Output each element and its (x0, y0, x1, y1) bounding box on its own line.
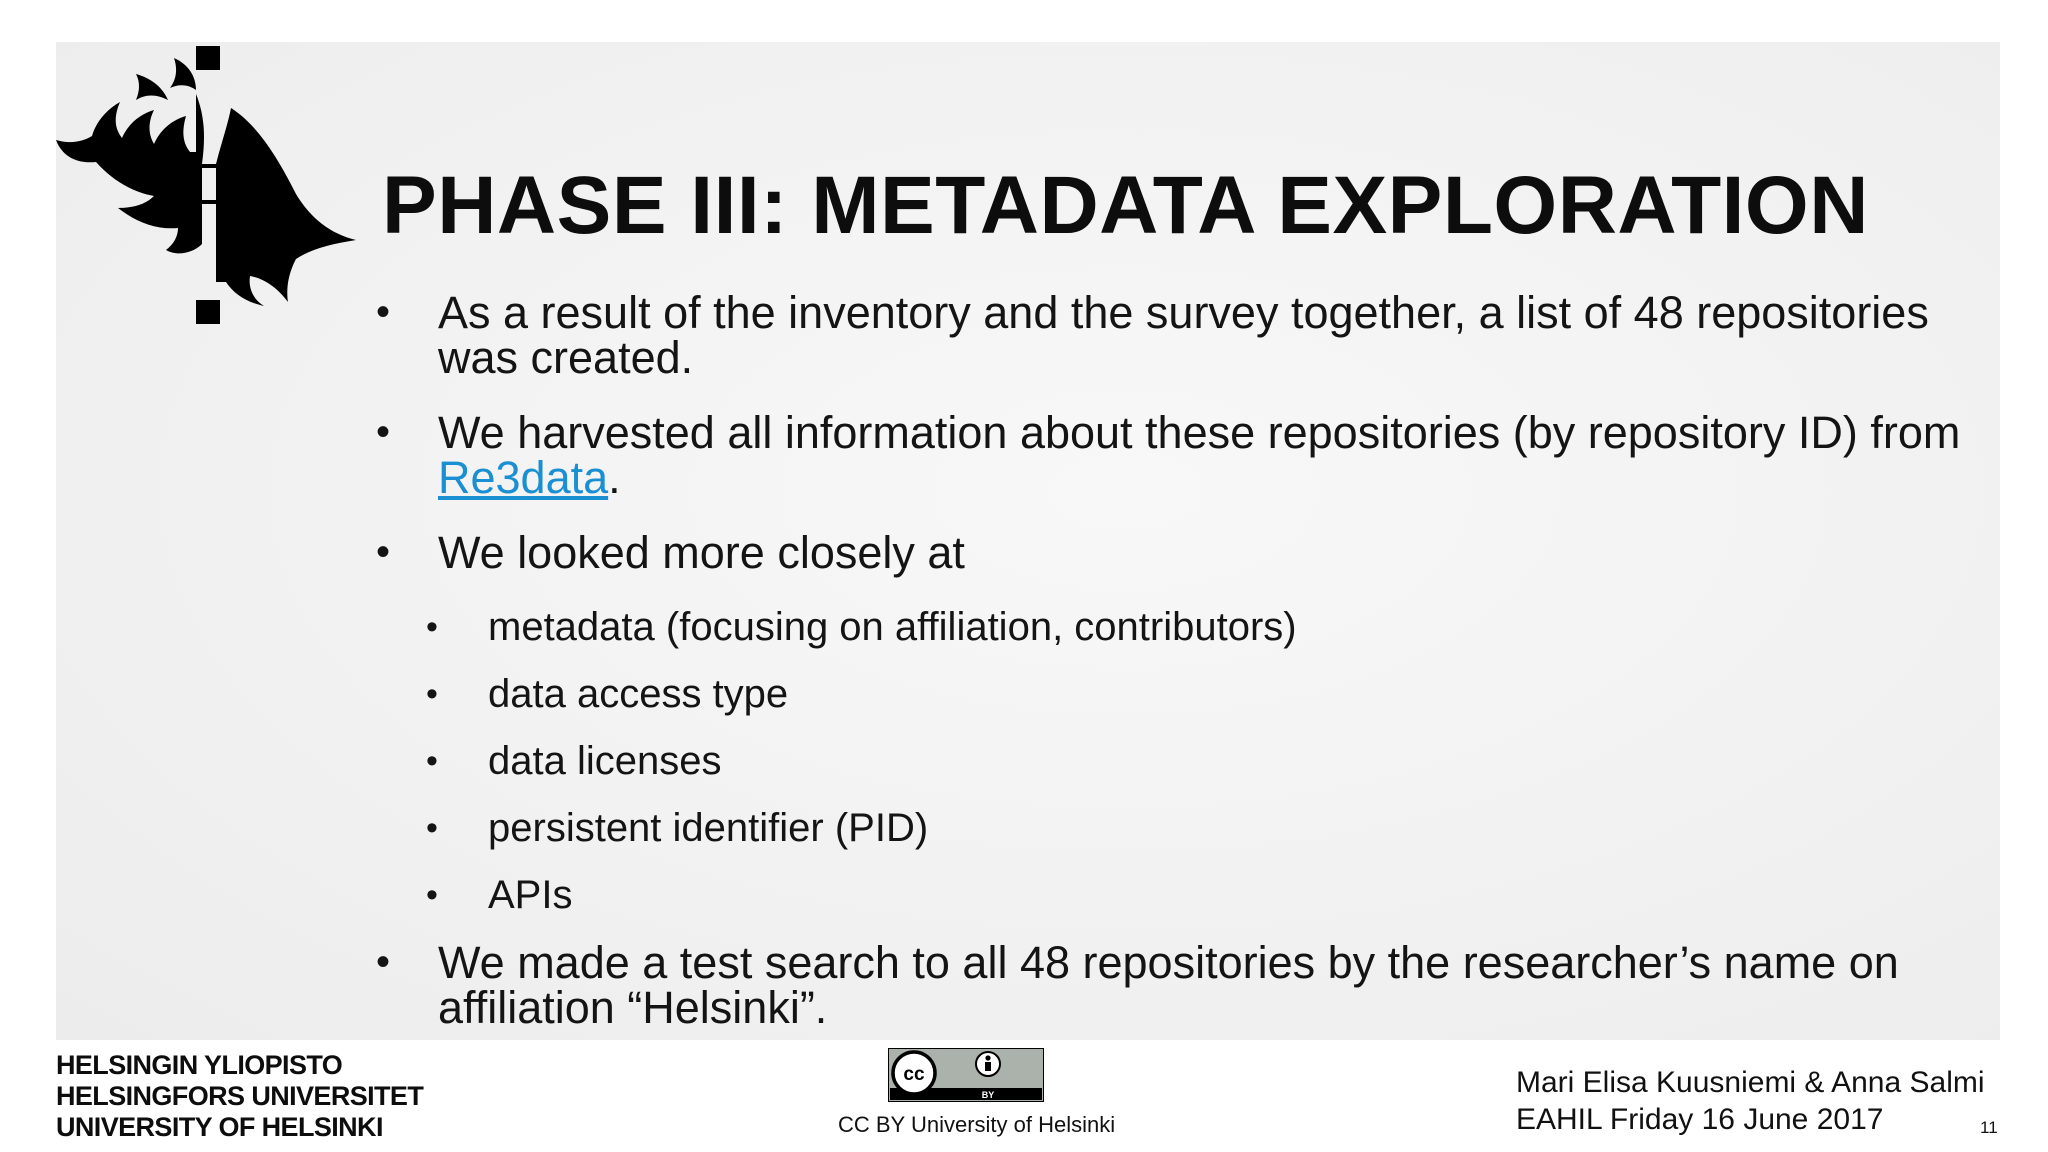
re3data-link[interactable]: Re3data (438, 452, 609, 503)
bullet-harvest-end: . (608, 452, 621, 503)
university-name-fi: HELSINGIN YLIOPISTO (56, 1050, 343, 1080)
page-number: 11 (1980, 1118, 1998, 1137)
bullet-inventory: • As a result of the inventory and the survey together, a list of 48 repositories was created. (376, 290, 1996, 380)
sub-bullet-pid: • persistent identifier (PID) (376, 806, 1996, 851)
bullet-list (376, 287, 1996, 1060)
university-name (56, 1050, 423, 1143)
helsinki-flame-logo-icon (56, 44, 366, 326)
cc-by-label: BY (981, 1090, 995, 1100)
license-caption: CC BY University of Helsinki (838, 1112, 1116, 1137)
sub-bullet-metadata: • metadata (focusing on affiliation, contributors) (376, 605, 1996, 650)
authors-block (1516, 1064, 1985, 1138)
bullet-test-search: • We made a test search to all 48 repositories by the researcher’s name on affiliation “Helsinki”. (376, 940, 1996, 1030)
sub-bullet-licenses: • data licenses (376, 739, 1996, 784)
slide-title: PHASE III: METADATA EXPLORATION (382, 160, 1869, 251)
university-name-en: UNIVERSITY OF HELSINKI (56, 1112, 383, 1142)
authors-names: Mari Elisa Kuusniemi & Anna Salmi (1516, 1066, 1985, 1099)
bullet-harvest (376, 407, 1996, 503)
sub-bullet-apis: • APIs (376, 873, 1996, 918)
event-date: EAHIL Friday 16 June 2017 (1516, 1103, 1884, 1136)
bullet-harvest-text: We harvested all information about these repositories (by repository ID) from (438, 407, 1961, 458)
bullet-looked-closely: • We looked more closely at (376, 530, 1996, 575)
cc-by-icon (888, 1048, 1044, 1102)
svg-text:cc: cc (903, 1064, 925, 1085)
university-name-sv: HELSINGFORS UNIVERSITET (56, 1081, 424, 1111)
sub-bullet-access-type: • data access type (376, 672, 1996, 717)
